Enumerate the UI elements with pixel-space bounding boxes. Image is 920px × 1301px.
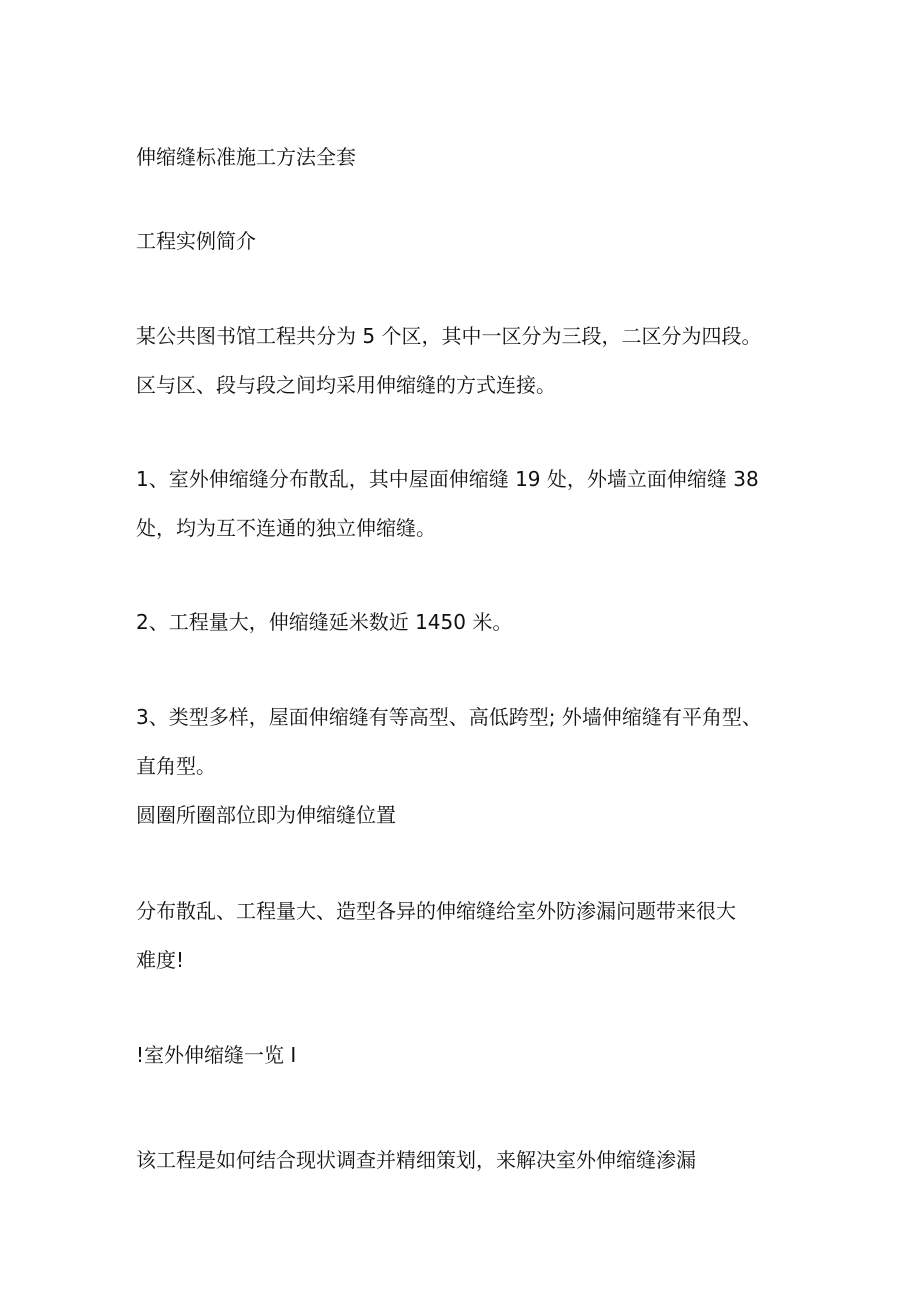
- difficulty-line-1: 分布散乱、工程量大、造型各异的伸缩缝给室外防渗漏问题带来很大: [136, 899, 736, 923]
- intro-line-2: 区与区、段与段之间均采用伸缩缝的方式连接。: [136, 373, 556, 397]
- closing-line: 该工程是如何结合现状调查并精细策划，来解决室外伸缩缝渗漏: [136, 1148, 696, 1172]
- item-3-line-1: 3、类型多样，屋面伸缩缝有等高型、高低跨型; 外墙伸缩缝有平角型、: [136, 705, 762, 729]
- image-caption: 圆圈所圈部位即为伸缩缝位置: [136, 803, 396, 827]
- section-heading: 工程实例简介: [136, 229, 256, 253]
- intro-line-1: 某公共图书馆工程共分为 5 个区，其中一区分为三段，二区分为四段。: [136, 324, 762, 348]
- item-3-line-2: 直角型。: [136, 754, 216, 778]
- item-1-line-1: 1、室外伸缩缝分布散乱，其中屋面伸缩缝 19 处，外墙立面伸缩缝 38: [136, 467, 759, 491]
- item-2: 2、工程量大，伸缩缝延米数近 1450 米。: [136, 610, 513, 634]
- document-title: 伸缩缝标准施工方法全套: [136, 145, 356, 169]
- difficulty-line-2: 难度!: [136, 948, 185, 972]
- item-1-line-2: 处，均为互不连通的独立伸缩缝。: [136, 516, 436, 540]
- overview-label: !室外伸缩缝一览 I: [136, 1043, 297, 1067]
